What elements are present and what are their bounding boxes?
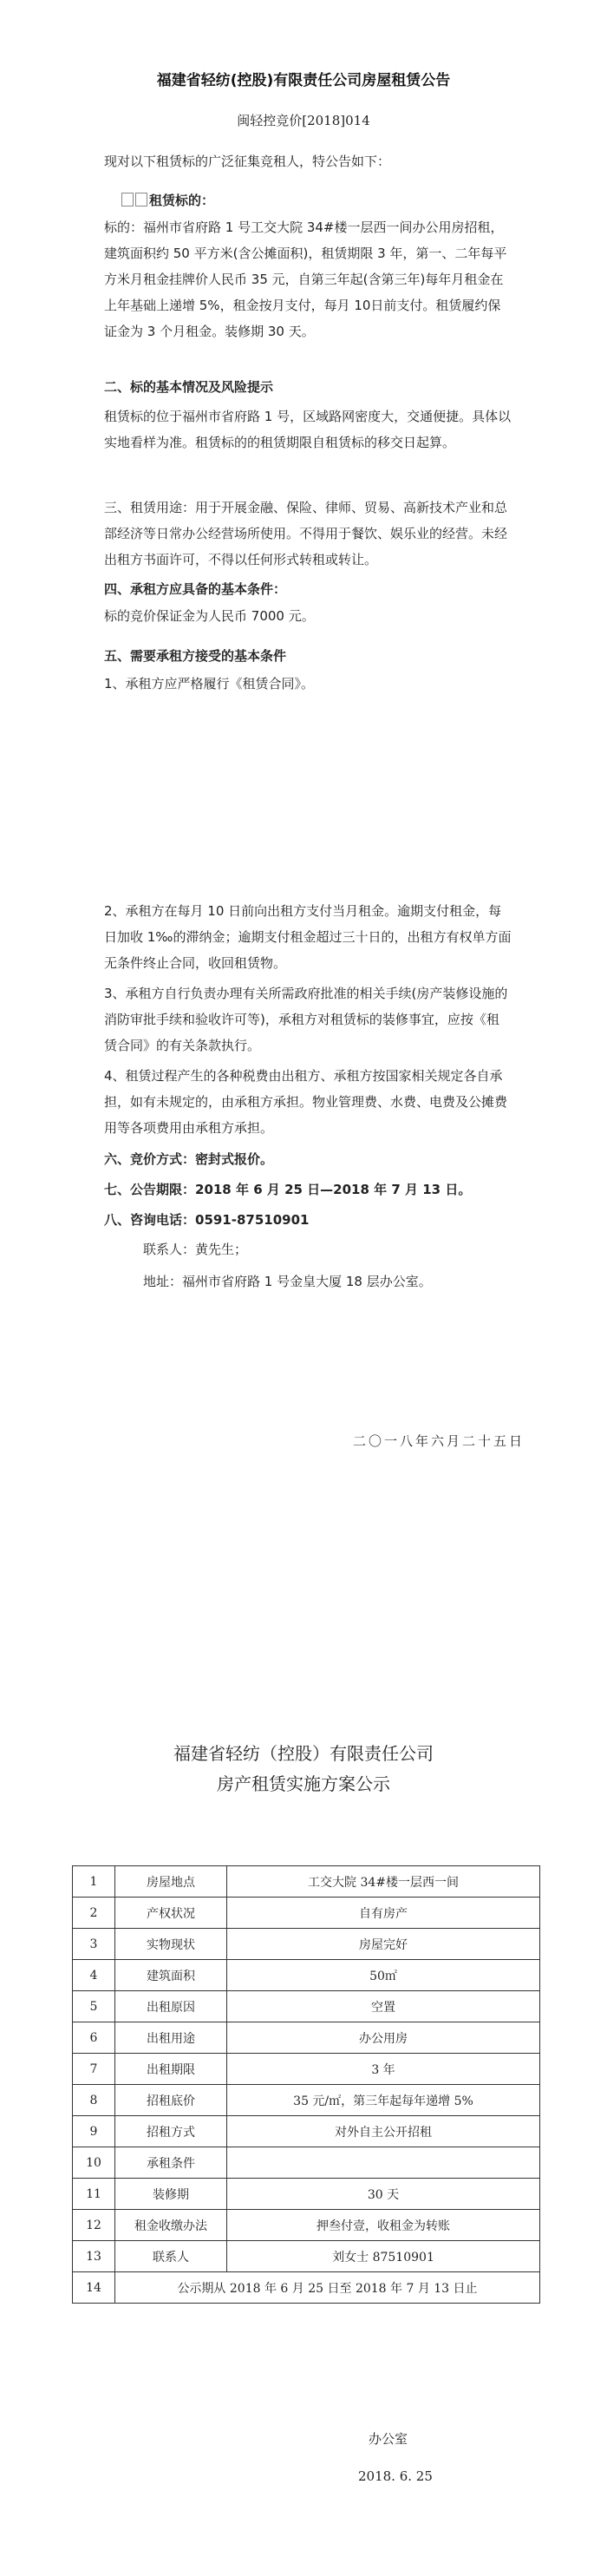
section-4-heading: 四、承租方应具备的基本条件： xyxy=(104,581,287,597)
section-5-item-2: 2、承租方在每月 10 日前向出租方支付当月租金。逾期支付租金，每日加收 1‰的滞纳金；逾期支付租金超过三十日的，出租方有权单方面无条件终止合同，收回租赁物。 xyxy=(104,903,512,971)
section-2-heading: 二、标的基本情况及风险提示 xyxy=(104,379,274,395)
row-number: 13 xyxy=(73,2241,115,2272)
scheme-date: 2018. 6. 25 xyxy=(358,2468,433,2484)
table-row xyxy=(73,2022,540,2054)
row-item-label: 产权状况 xyxy=(115,1898,227,1929)
intro-text: 现对以下租赁标的广泛征集竞租人，特公告如下： xyxy=(104,154,391,169)
row-number: 6 xyxy=(73,2022,115,2054)
row-item-value: 押叁付壹，收租金为转账 xyxy=(227,2210,540,2241)
section-2-body: 租赁标的位于福州市省府路 1 号，区域路网密度大，交通便捷。具体以实地看样为准。租赁标的的租赁期限自租赁标的移交日起算。 xyxy=(104,409,512,450)
section-7: 七、公告期限：2018 年 6 月 25 日—2018 年 7 月 13 日。 xyxy=(104,1182,472,1197)
row-item-label: 房屋地点 xyxy=(115,1866,227,1898)
table-row xyxy=(73,2210,540,2241)
row-item-label: 实物现状 xyxy=(115,1929,227,1960)
table-row xyxy=(73,1960,540,1991)
row-item-value: 对外自主公开招租 xyxy=(227,2116,540,2147)
row-number: 4 xyxy=(73,1960,115,1991)
notice-date: 二〇一八年六月二十五日 xyxy=(352,1433,525,1449)
row-number: 11 xyxy=(73,2179,115,2210)
row-item-label: 建筑面积 xyxy=(115,1960,227,1991)
missing-glyph-icon xyxy=(121,193,134,206)
row-item-label: 出租期限 xyxy=(115,2054,227,2085)
row-number: 3 xyxy=(73,1929,115,1960)
row-item-value: 空置 xyxy=(227,1991,540,2022)
table-row xyxy=(73,1929,540,1960)
row-item-label: 租金收缴办法 xyxy=(115,2210,227,2241)
section-8: 八、咨询电话：0591-87510901 xyxy=(104,1212,310,1228)
row-number: 9 xyxy=(73,2116,115,2147)
table-row xyxy=(73,2147,540,2179)
row-item-label: 装修期 xyxy=(115,2179,227,2210)
table-row xyxy=(73,1866,540,1898)
row-number: 1 xyxy=(73,1866,115,1898)
row-item-value: 刘女士 87510901 xyxy=(227,2241,540,2272)
contact-person: 联系人：黄先生； xyxy=(143,1242,248,1257)
table-row xyxy=(73,2054,540,2085)
row-item-value: 办公用房 xyxy=(227,2022,540,2054)
row-item-value: 3 年 xyxy=(227,2054,540,2085)
section-5-item-4: 4、租赁过程产生的各种税费由出租方、承租方按国家相关规定各自承担，如有未规定的，由承租方承担。物业管理费、水费、电费及公摊费用等各项费用由承租方承担。 xyxy=(104,1068,508,1136)
notice-title: 福建省轻纺(控股)有限责任公司房屋租赁公告 xyxy=(156,72,451,89)
row-number: 14 xyxy=(73,2272,115,2304)
missing-glyph-icon xyxy=(135,193,147,206)
table-row xyxy=(73,2085,540,2116)
row-number: 2 xyxy=(73,1898,115,1929)
row-item-label: 联系人 xyxy=(115,2241,227,2272)
row-item-value: 50㎡ xyxy=(227,1960,540,1991)
row-item-value: 自有房产 xyxy=(227,1898,540,1929)
section-4-body: 标的竞价保证金为人民币 7000 元。 xyxy=(104,608,315,624)
row-item-label: 出租用途 xyxy=(115,2022,227,2054)
table-row xyxy=(73,1991,540,2022)
row-number: 7 xyxy=(73,2054,115,2085)
table-row xyxy=(73,2116,540,2147)
document-number: 闽轻控竞价[2018]014 xyxy=(237,113,370,128)
section-1-body: 标的：福州市省府路 1 号工交大院 34#楼一层西一间办公用房招租，建筑面积约 50 平方米(含公摊面积)，租赁期限 3 年，第一、二年每平方米月租金挂牌价人民币 35 元，自第三年起(含第三年)每年月租金在上年基础上递增 5%，租金按月支付，每月 10日前支付。租赁履约保证金为 3 个月租金。装修期 30 天。 xyxy=(104,220,507,339)
section-5-heading: 五、需要承租方接受的基本条件 xyxy=(104,648,287,664)
section-3-body: 三、租赁用途：用于开展金融、保险、律师、贸易、高新技术产业和总部经济等日常办公经营场所使用。不得用于餐饮、娱乐业的经营。未经出租方书面许可，不得以任何形式转租或转让。 xyxy=(104,500,508,567)
table-row xyxy=(73,2241,540,2272)
office-signature: 办公室 xyxy=(369,2431,408,2447)
row-item-value: 30 天 xyxy=(227,2179,540,2210)
row-item-label: 招租底价 xyxy=(115,2085,227,2116)
row-item-label: 承租条件 xyxy=(115,2147,227,2179)
table-row xyxy=(73,2179,540,2210)
publicity-period-cell: 公示期从 2018 年 6 月 25 日至 2018 年 7 月 13 日止 xyxy=(115,2272,540,2304)
section-6: 六、竞价方式：密封式报价。 xyxy=(104,1151,274,1167)
section-5-item-1: 1、承租方应严格履行《租赁合同》。 xyxy=(104,676,315,692)
scheme-title-line-2: 房产租赁实施方案公示 xyxy=(217,1773,390,1794)
contact-address: 地址：福州市省府路 1 号金皇大厦 18 层办公室。 xyxy=(143,1274,432,1289)
row-item-label: 出租原因 xyxy=(115,1991,227,2022)
scheme-title-line-1: 福建省轻纺（控股）有限责任公司 xyxy=(173,1743,434,1764)
row-item-value: 房屋完好 xyxy=(227,1929,540,1960)
table-row xyxy=(73,2272,540,2304)
row-number: 10 xyxy=(73,2147,115,2179)
row-item-label: 招租方式 xyxy=(115,2116,227,2147)
row-number: 5 xyxy=(73,1991,115,2022)
row-item-value: 35 元/㎡，第三年起每年递增 5% xyxy=(227,2085,540,2116)
row-item-value: 工交大院 34#楼一层西一间 xyxy=(227,1866,540,1898)
scheme-table xyxy=(72,1865,540,2304)
row-item-value xyxy=(227,2147,540,2179)
section-5-item-3: 3、承租方自行负责办理有关所需政府批准的相关手续(房产装修设施的消防审批手续和验收许可等)，承租方对租赁标的装修事宜，应按《租赁合同》的有关条款执行。 xyxy=(104,986,508,1053)
row-number: 8 xyxy=(73,2085,115,2116)
row-number: 12 xyxy=(73,2210,115,2241)
table-row xyxy=(73,1898,540,1929)
section-1-heading: 租赁标的： xyxy=(121,191,214,209)
